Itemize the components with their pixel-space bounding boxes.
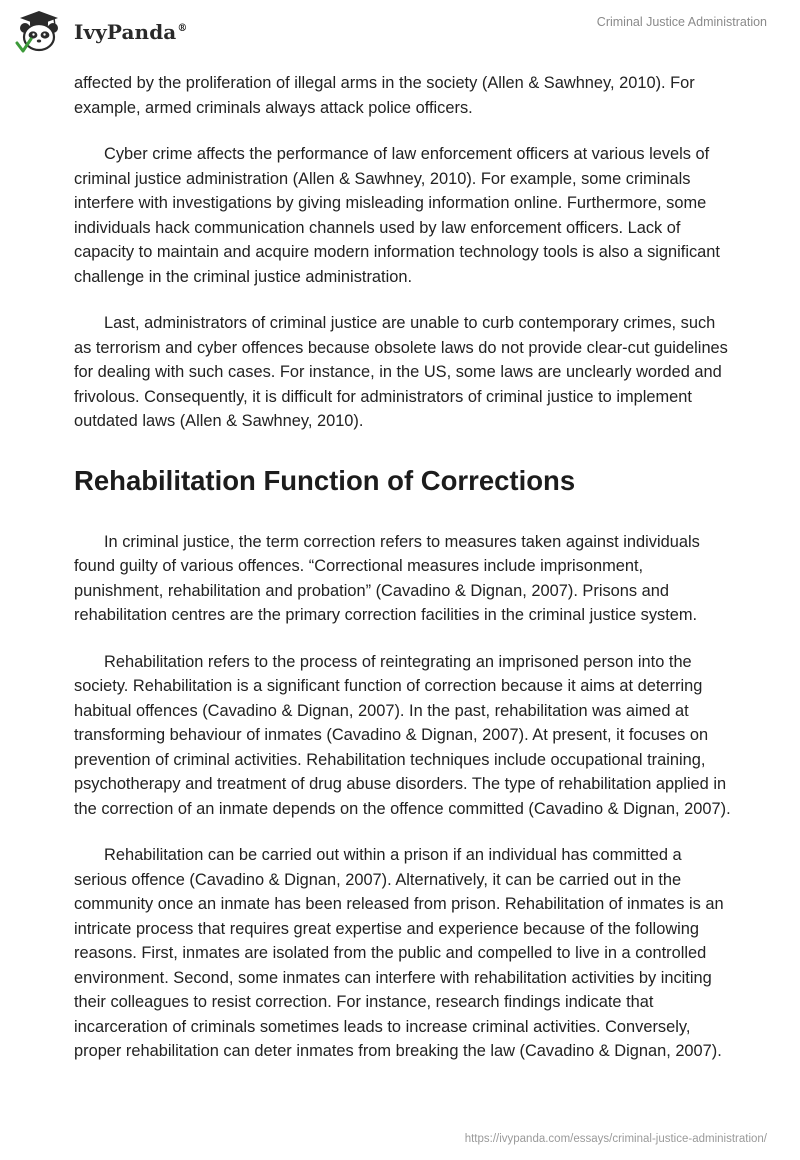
paragraph-continued: affected by the proliferation of illegal arms in the society (Allen & Sawhney, 2010). For example, armed criminals always attack police officers.	[74, 74, 695, 117]
brand-name	[74, 22, 187, 42]
page-header	[0, 0, 800, 62]
paragraph: In criminal justice, the term correction refers to measures taken against individuals found guilty of various offences. “Correctional measures include imprisonment, punishment, rehabilitation and probation” (Cavadino & Dignan, 2007). Prisons and rehabilitation centres are the primary correction facilities in the criminal justice system.	[74, 532, 700, 624]
paragraph: Last, administrators of criminal justice are unable to curb contemporary crimes, such as terrorism and cyber offences because obsolete laws do not provide clear-cut guidelines for dealing with such cases. For instance, in the US, some laws are unclearly worded and frivolous. Consequently, it is difficult for administrators of criminal justice to implement outdated laws (Allen & Sawhney, 2010).	[74, 314, 728, 430]
section-heading: Rehabilitation Function of Corrections	[74, 464, 576, 496]
paragraph: Rehabilitation refers to the process of reintegrating an imprisoned person into the society. Rehabilitation is a significant function of correction because it aims at deterring habitual offences (Cavadino & Dignan, 2007). In the past, rehabilitation was aimed at transforming behaviour of inmates (Cavadino & Dignan, 2007). At present, it focuses on prevention of criminal activities. Rehabilitation techniques include occupational training, psychotherapy and treatment of drug abuse disorders. The type of rehabilitation applied in the correction of an inmate depends on the offence committed (Cavadino & Dignan, 2007).	[74, 652, 731, 818]
paragraph: Rehabilitation can be carried out within a prison if an individual has committed a serious offence (Cavadino & Dignan, 2007). Alternatively, it can be carried out in the community once an inmate has been released from prison. Rehabilitation of inmates is an intricate process that requires great expertise and experience because of the following reasons. First, inmates are isolated from the public and compelled to live in a controlled environment. Second, some inmates can interfere with rehabilitation activities by inciting their colleagues to resist correction. For instance, research findings indicate that incarceration of criminals sometimes leads to increase criminal activities. Conversely, proper rehabilitation can deter inmates from breaking the law (Cavadino & Dignan, 2007).	[74, 846, 724, 1060]
brand-label: IvyPanda	[74, 20, 177, 44]
paragraph: Cyber crime affects the performance of law enforcement officers at various levels of criminal justice administration (Allen & Sawhney, 2010). For example, some criminals interfere with investigations by giving misleading information online. Furthermore, some individuals hack communication channels used by law enforcement officers. Lack of capacity to maintain and acquire modern information technology tools is also a significant challenge in the criminal justice administration.	[74, 145, 720, 286]
source-url[interactable]: https://ivypanda.com/essays/criminal-justice-administration/	[464, 1133, 767, 1145]
essay-content	[74, 71, 734, 1086]
ivypanda-logo[interactable]	[14, 10, 187, 54]
panda-graduate-icon	[14, 9, 64, 55]
document-title: Criminal Justice Administration	[596, 15, 767, 29]
registered-mark: ®	[177, 23, 188, 35]
